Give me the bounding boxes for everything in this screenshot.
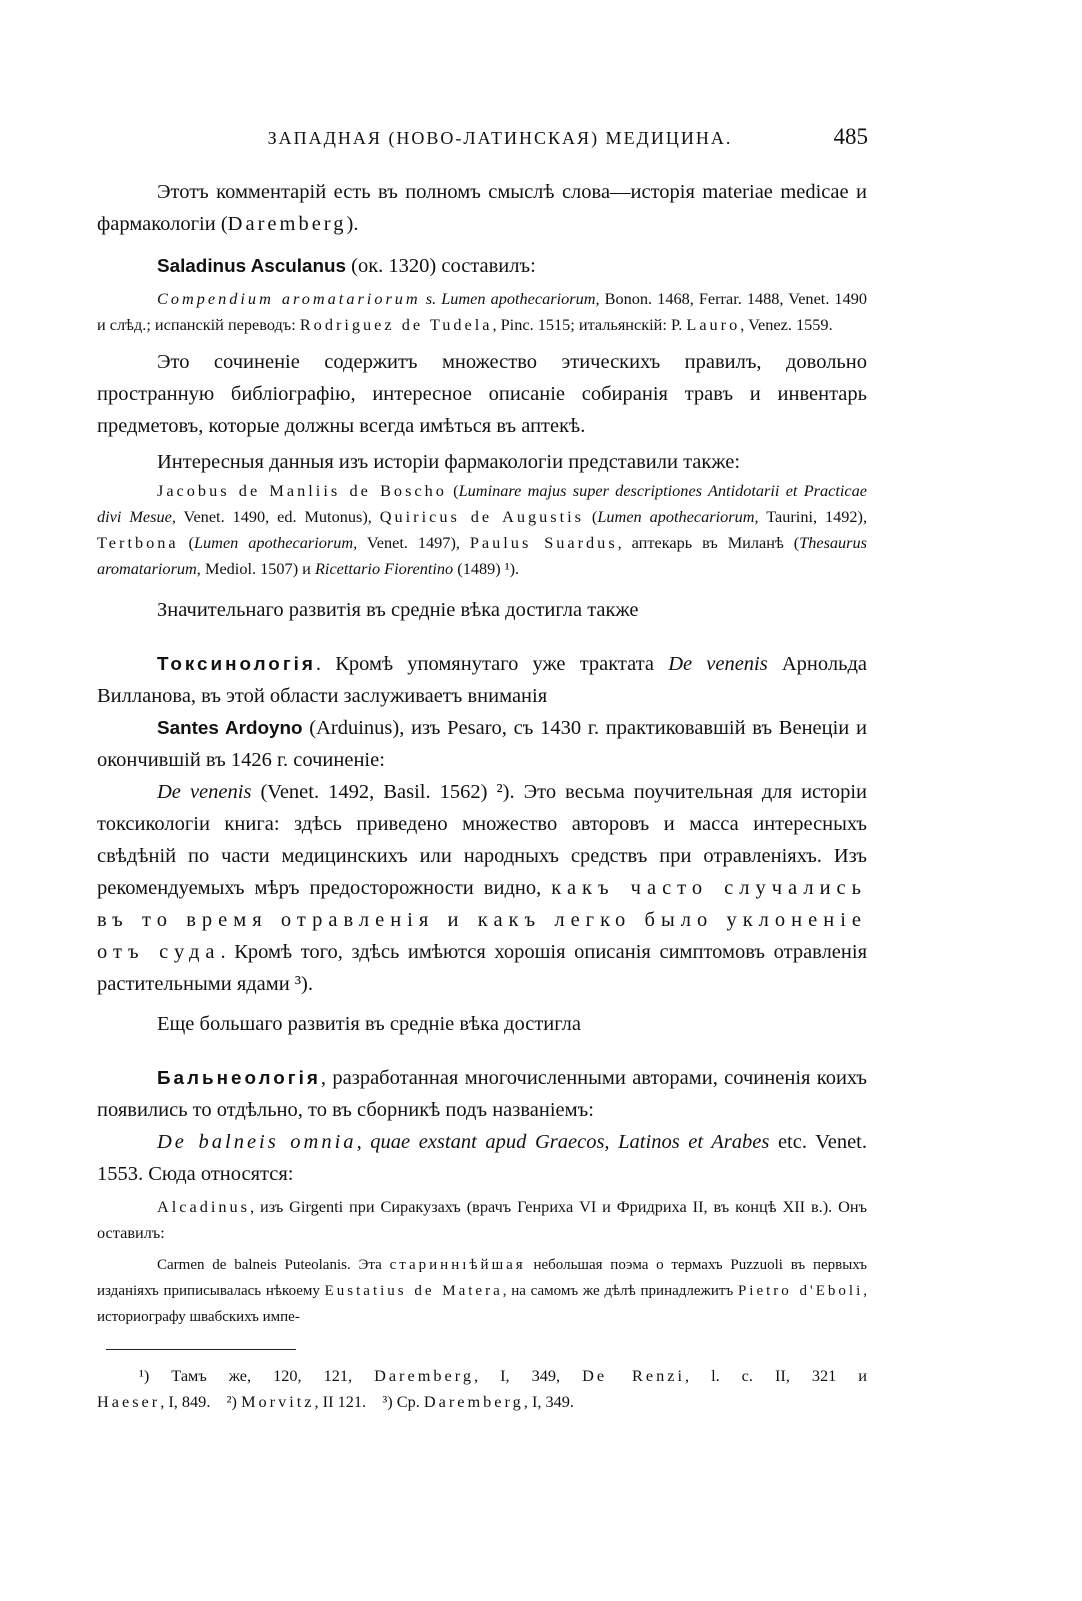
paragraph-de-balneis bbox=[97, 1126, 867, 1190]
paragraph-alcadinus bbox=[97, 1194, 867, 1246]
work-title: s. Lumen apothecariorum, bbox=[420, 289, 600, 308]
text-run: Venet. 1497), bbox=[357, 533, 470, 552]
paragraph-compendium bbox=[97, 286, 867, 338]
work-title: Lumen apothecariorum, bbox=[597, 507, 759, 526]
footnote-text: , I, 349. bbox=[523, 1392, 574, 1411]
text-run: Venet. 1490, ed. Mutonus), bbox=[175, 507, 380, 526]
text-run: Арнольда Вилланова, въ этой области заслуживаетъ вниманія bbox=[97, 653, 867, 707]
author-name: Lauro bbox=[686, 315, 741, 334]
author-name: Paulus Suardus bbox=[469, 533, 618, 552]
footnote-text: ¹) Тамъ же, 120, 121, bbox=[139, 1366, 375, 1385]
section-heading: Бальнеологія bbox=[157, 1067, 321, 1088]
paragraph-carmen bbox=[97, 1252, 867, 1330]
text-run: (Venet. 1492, Basil. 1562) ²). Это весьма поучительная для исторіи токсикологіи книга: здѣсь приведено множество авторовъ и масса интересныхъ свѣдѣній по части медицинскихъ или народныхъ средствъ при отравленіяхъ. Изъ рекомендуемыхъ мѣръ предосторожности видно, bbox=[97, 781, 867, 899]
work-title: De venenis bbox=[668, 653, 768, 675]
work-title: Lumen apothecariorum, bbox=[193, 533, 358, 552]
paragraph-ethics: Это сочиненіе содержитъ множество этическихъ правилъ, довольно пространную библіографію, интересное описаніе собиранія травъ и инвентарь предметовъ, которые должны всегда имѣться въ аптекѣ. bbox=[97, 351, 867, 437]
author-name: Pietro d'Eboli bbox=[737, 1283, 864, 1299]
footnote-text: , I, 349, bbox=[474, 1366, 583, 1385]
text-run: небольшая поэма о термахъ Puzzuoli въ первыхъ изданіяхъ приписывалась нѣкоему bbox=[97, 1257, 867, 1299]
text-run: , разработанная многочисленными авторами, сочиненія коихъ появились то отдѣльно, то въ сборникѣ подъ названіемъ: bbox=[97, 1067, 867, 1121]
author-name: Haeser bbox=[97, 1392, 161, 1411]
running-header bbox=[160, 124, 868, 158]
text-run: Taurini, 1492), bbox=[758, 507, 868, 526]
author-name: Quiricus de Augustis bbox=[379, 507, 585, 526]
footnotes bbox=[97, 1363, 867, 1415]
text-run: Mediol. 1507) и bbox=[200, 559, 315, 578]
footnote-divider bbox=[106, 1349, 296, 1350]
text-run: . Кромѣ упомянутаго уже трактата bbox=[315, 653, 669, 675]
text-run: , на самомъ же дѣлѣ принадлежитъ bbox=[502, 1283, 738, 1299]
work-title: De balneis omnia bbox=[157, 1131, 357, 1153]
work-title: Ricettario Fiorentino bbox=[314, 559, 454, 578]
text-run: , изъ Girgenti при Сиракузахъ (врачъ Генриха VI и Фридриха II, въ концѣ XII в.). Онъ оставилъ: bbox=[97, 1197, 867, 1242]
paragraph-de-venenis bbox=[97, 776, 867, 1000]
author-name: Morvitz bbox=[241, 1392, 315, 1411]
author-name: Alcadinus bbox=[157, 1197, 251, 1216]
text-run: , Pinc. 1515; итальянскій: P. bbox=[492, 315, 687, 334]
text-run: ( bbox=[446, 481, 459, 500]
footnote-text: , II 121. ³) Ср. bbox=[314, 1392, 424, 1411]
paragraph-toxicology bbox=[97, 648, 867, 712]
work-title: Thesaurus aromatariorum, bbox=[97, 533, 867, 578]
text-run: ( bbox=[178, 533, 194, 552]
section-heading: Токсинологія bbox=[157, 653, 316, 674]
author-name: Daremberg bbox=[374, 1366, 475, 1385]
text-run: , Venez. 1559. bbox=[740, 315, 833, 334]
paragraph-pharmacology: Интересныя данныя изъ исторіи фармакологіи представили также: bbox=[157, 451, 741, 473]
author-name: Jacobus de Manliis de Boscho bbox=[157, 481, 447, 500]
text-run: etc. Venet. 1553. Сюда относятся: bbox=[97, 1131, 867, 1185]
text-run: (1489) ¹). bbox=[453, 559, 520, 578]
text-run: (ок. 1320) составилъ: bbox=[346, 255, 536, 277]
author-name: Saladinus Asculanus bbox=[157, 255, 346, 276]
author-name: Tertbona bbox=[97, 533, 179, 552]
author-name: Daremberg bbox=[423, 1392, 524, 1411]
text-run: ( bbox=[584, 507, 598, 526]
text-run: , аптекарь въ Миланѣ ( bbox=[617, 533, 800, 552]
footnote-text: , l. c. II, 321 и bbox=[685, 1366, 868, 1385]
paragraph-saladinus bbox=[97, 250, 867, 282]
author-name: Daremberg bbox=[227, 213, 347, 235]
work-title: De venenis bbox=[157, 781, 252, 803]
spaced-emphasis: стариннıѣйшая bbox=[389, 1257, 526, 1273]
running-title: ЗАПАДНАЯ (НОВО-ЛАТИНСКАЯ) МЕДИЦИНА. bbox=[267, 128, 733, 148]
paragraph-ardoyno bbox=[97, 712, 867, 776]
paragraph-transition-1: Значительнаго развитія въ средніе вѣка достигла также bbox=[157, 599, 639, 621]
text-run: Этотъ комментарій есть въ полномъ смыслѣ слова—исторія materiae medicae и фармакологіи ( bbox=[97, 181, 867, 235]
paragraph-balneology bbox=[97, 1062, 867, 1126]
page-number: 485 bbox=[833, 124, 868, 149]
paragraph-authors bbox=[97, 478, 867, 582]
text-run: Carmen de balneis Puteolanis. Эта bbox=[157, 1257, 390, 1273]
footnote-text: , I, 849. ²) bbox=[160, 1392, 242, 1411]
spaced-emphasis: какъ часто случались въ то время отравленія и какъ легко было уклоненіе отъ суда bbox=[97, 877, 867, 963]
text-run: , историографу швабскихъ импе- bbox=[97, 1283, 867, 1325]
text-run: Bonon. 1468, Ferrar. 1488, Venet. 1490 и слѣд.; испанскій переводъ: bbox=[97, 289, 867, 334]
author-name: De Renzi bbox=[582, 1366, 686, 1385]
author-name: Santes Ardoyno bbox=[157, 717, 303, 738]
author-name: Eustatius de Matera bbox=[324, 1283, 503, 1299]
main-text bbox=[97, 176, 867, 1330]
text-run: . Кромѣ того, здѣсь имѣются хорошія описанія симптомовъ отравленія растительными ядами ³). bbox=[97, 941, 868, 995]
author-name: Rodriguez de Tudela bbox=[299, 315, 493, 334]
paragraph-commentary bbox=[97, 176, 867, 240]
work-title: , quae exstant apud Graecos, Latinos et Arabes bbox=[356, 1131, 770, 1153]
text-run: ). bbox=[346, 213, 359, 235]
work-title: Compendium aromatariorum bbox=[157, 289, 421, 308]
work-title: Luminare majus super descriptiones Antidotarii et Practicae divi Mesue, bbox=[97, 481, 867, 526]
paragraph-transition-2: Еще большаго развитія въ средніе вѣка достигла bbox=[157, 1013, 581, 1035]
text-run: (Arduinus), изъ Pesaro, съ 1430 г. практиковавшій въ Венеціи и окончившій въ 1426 г. сочиненіе: bbox=[97, 717, 867, 771]
